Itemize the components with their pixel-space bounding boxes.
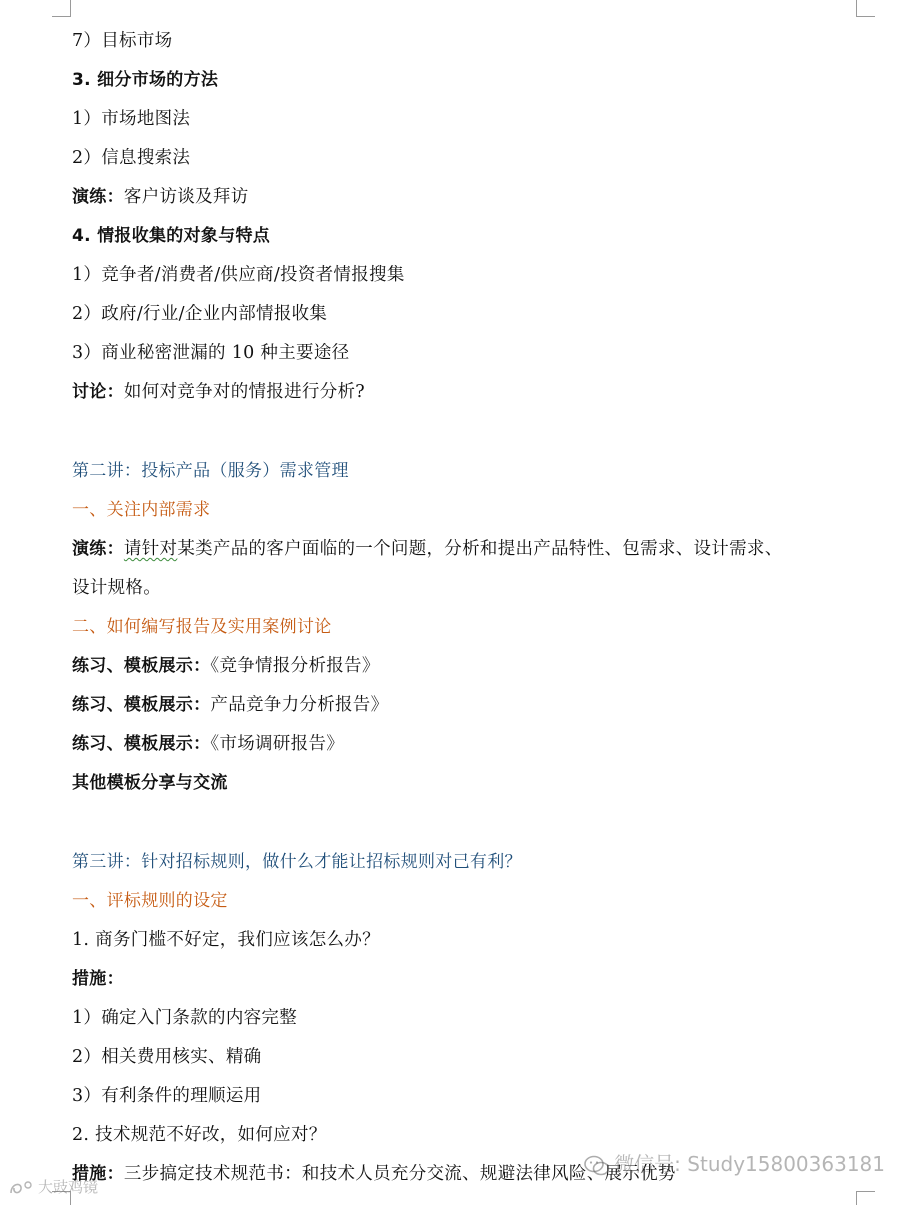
list-item: 3）有利条件的理顺运用 xyxy=(72,1086,262,1106)
list-item: 1）确定入门条款的内容完整 xyxy=(72,1008,298,1028)
corner-logo xyxy=(8,1176,98,1197)
exercise-text: 某类产品的客户面临的一个问题，分析和提出产品特性、包需求、设计需求、 xyxy=(177,539,783,559)
measures-text: 三步搞定技术规范书：和技术人员充分交流、规避法律风险、展示优势 xyxy=(123,1164,676,1184)
lecture-heading: 第三讲：针对招标规则，做什么才能让招标规则对己有利？ xyxy=(72,852,522,872)
template-line xyxy=(72,686,872,725)
template-line xyxy=(72,725,872,764)
section-heading: 3. 细分市场的方法 xyxy=(72,70,219,90)
subsection-heading: 二、如何编写报告及实用案例讨论 xyxy=(72,617,332,637)
bold-paragraph: 其他模板分享与交流 xyxy=(72,773,228,793)
exercise-text: 客户访谈及拜访 xyxy=(123,187,249,207)
exercise-label: 演练： xyxy=(72,187,124,207)
list-item: 2）政府/行业/企业内部情报收集 xyxy=(72,304,328,324)
template-line xyxy=(72,647,872,686)
list-item: 2）信息搜索法 xyxy=(72,148,191,168)
crop-mark-top-left-v xyxy=(70,0,71,16)
measures-label: 措施： xyxy=(72,969,124,989)
watermark xyxy=(584,1148,885,1177)
list-item: 1. 商务门槛不好定，我们应该怎么办？ xyxy=(72,930,380,950)
list-item: 3）商业秘密泄漏的 10 种主要途径 xyxy=(72,343,350,363)
list-item: 2）相关费用核实、精确 xyxy=(72,1047,262,1067)
exercise-label: 演练： xyxy=(72,539,124,559)
template-title: 《竞争情报分析报告》 xyxy=(210,656,380,676)
subsection-heading: 一、关注内部需求 xyxy=(72,500,211,520)
spacer xyxy=(72,412,872,452)
exercise-line xyxy=(72,530,872,569)
exercise-line xyxy=(72,178,872,217)
spellcheck-squiggle-text: 请针对 xyxy=(123,539,178,559)
list-item: 1）市场地图法 xyxy=(72,109,191,129)
template-label: 练习、模板展示： xyxy=(72,734,211,754)
exercise-continuation: 设计规格。 xyxy=(72,578,161,598)
template-label: 练习、模板展示： xyxy=(72,656,211,676)
discussion-label: 讨论： xyxy=(72,382,124,402)
list-item: 7）目标市场 xyxy=(72,31,173,51)
crop-mark-top-left-h xyxy=(52,16,71,17)
document-page xyxy=(72,22,872,1194)
measures-label: 措施： xyxy=(72,1164,124,1184)
template-label: 练习、模板展示： xyxy=(72,695,211,715)
list-item: 1）竞争者/消费者/供应商/投资者情报搜集 xyxy=(72,265,405,285)
spacer xyxy=(72,803,872,843)
crop-mark-top-right-h xyxy=(856,16,875,17)
list-item: 2. 技术规范不好改，如何应对？ xyxy=(72,1125,327,1145)
logo-mark-icon xyxy=(8,1179,38,1197)
wechat-icon xyxy=(584,1155,610,1177)
section-heading: 4. 情报收集的对象与特点 xyxy=(72,226,271,246)
template-title: 《市场调研报告》 xyxy=(210,734,345,754)
template-title: 产品竞争力分析报告》 xyxy=(210,695,389,715)
subsection-heading: 一、评标规则的设定 xyxy=(72,891,228,911)
corner-logo-text: 大豉鸡镜 xyxy=(38,1178,99,1196)
lecture-heading: 第二讲：投标产品（服务）需求管理 xyxy=(72,461,349,481)
crop-mark-top-right-v xyxy=(856,0,857,16)
watermark-text: 微信号: Study15800363181 xyxy=(614,1152,885,1176)
discussion-line xyxy=(72,373,872,412)
discussion-text: 如何对竞争对的情报进行分析? xyxy=(123,382,365,402)
